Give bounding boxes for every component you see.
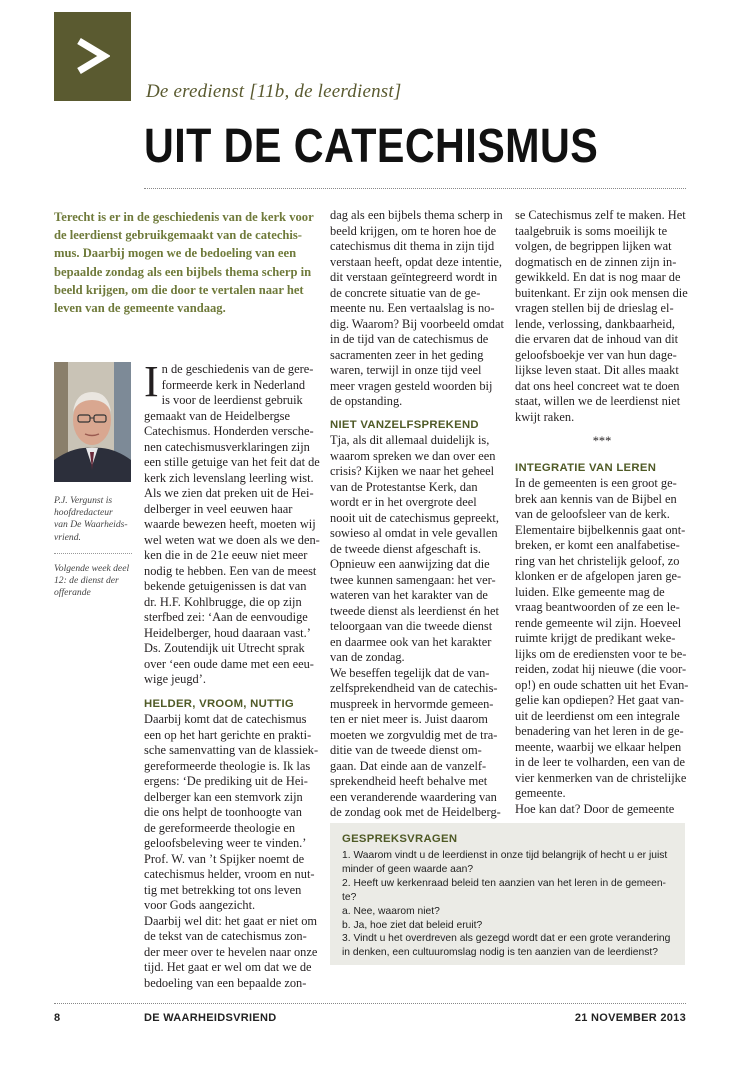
- text-line: breken, er komt een analfabetise-: [515, 538, 680, 552]
- text-line: Tja, als dit allemaal duidelijk is,: [330, 433, 490, 447]
- text-line: Terecht is er in de geschiedenis van de kerk voor: [54, 210, 314, 224]
- text-line: tweede dienst als leerdienst én het: [330, 603, 499, 618]
- text-line: lijks om de erediensten voor te be-: [515, 646, 687, 661]
- text-line: Catechismus. Honderden versche-: [144, 424, 314, 438]
- title-divider: [144, 188, 686, 189]
- text-line: in denken, een cultuuromslag nodig is ten aanzien van de leerdienst?: [342, 947, 658, 959]
- col2-paragraph-1: [330, 208, 504, 410]
- text-line: moeten we zorgvuldig met de tra-: [330, 727, 498, 742]
- text-line: van De Waarheids-: [54, 519, 128, 531]
- text-line: catechismus dit thema in zijn tijd: [330, 239, 495, 253]
- text-line: Daarbij komt dat de catechismus: [144, 712, 307, 726]
- text-line: op!) en oude schatten uit het Evan-: [515, 677, 689, 692]
- text-line: Hoe kan dat? Door de gemeente: [515, 801, 675, 816]
- text-line: luiden. Elke gemeente mag de: [515, 584, 665, 599]
- text-line: van de Protestantse Kerk, dan: [330, 479, 478, 494]
- text-line: gaan. Dat einde aan de vanzelf-: [330, 758, 487, 773]
- text-line: Volgende week deel: [54, 563, 130, 574]
- text-line: vriend.: [54, 531, 81, 543]
- text-line: offerande: [54, 587, 91, 599]
- text-line: wige jeugd’.: [144, 672, 206, 686]
- text-line: Ds. Zoutendijk uit Utrecht sprak: [144, 641, 305, 655]
- text-line: lijkse leven staat. Dit alles maakt: [515, 363, 679, 377]
- text-line: vraag beantwoorden of ze een le-: [515, 600, 680, 614]
- text-line: dogmatisch en de zinnen zijn in-: [515, 254, 677, 269]
- intro-text: [144, 357, 316, 409]
- text-line: lende, verlossing, dankbaarheid,: [515, 316, 675, 331]
- text-line: hoofdredacteur: [54, 507, 113, 519]
- section-badge: [54, 12, 131, 101]
- text-line: bedoeling van een bepaalde zon-: [144, 975, 307, 990]
- text-line: zelfsprekendheid van de catechis-: [330, 681, 498, 695]
- text-line: P.J. Vergunst is: [54, 495, 113, 506]
- text-line: de opstanding.: [330, 394, 403, 408]
- text-line: crisis? Kijken we naar het geheel: [330, 464, 495, 478]
- heading-integratie-van-leren: INTEGRATIE VAN LEREN: [515, 461, 657, 474]
- text-line: vragen stellen bij de drieslag el-: [515, 301, 674, 315]
- text-line: dag als een bijbels thema scherp in: [330, 208, 503, 222]
- text-line: de concrete situatie van de ge-: [330, 285, 481, 300]
- article-title: UIT DE CATECHISMUS: [144, 120, 599, 173]
- col3-paragraph-2: [515, 476, 689, 817]
- text-line: 2. Heeft uw kerkenraad beleid ten aanzien van het leren in de gemeen-: [342, 877, 666, 889]
- text-line: gewikkeld. En dat is nog maar de: [515, 270, 681, 284]
- text-line: reiden, zodat hij nieuwe (die voor-: [515, 662, 687, 676]
- text-line: taalgebruik is soms moeilijk te: [515, 223, 668, 238]
- text-line: uit de leerdienst om een integrale: [515, 708, 680, 723]
- discussion-questions-box: [330, 823, 685, 965]
- text-line: b. Ja, hoe ziet dat beleid eruit?: [342, 919, 483, 931]
- text-line: geloofsboekje ver van hun dage-: [515, 347, 677, 362]
- column-1: [144, 357, 320, 991]
- text-line: buitenkant. Er zijn ook mensen die: [515, 285, 688, 300]
- text-line: catechismus helder, vroom en nut-: [144, 867, 315, 881]
- text-line: sowieso al omdat in vele gevallen: [330, 526, 498, 540]
- next-week-caption: [54, 563, 134, 600]
- text-line: Heidelberger, houd daaraan vast.’: [144, 625, 311, 640]
- text-line: delberger in veel eeuwen haar: [144, 501, 293, 516]
- text-line: sterfbed zei: ‘Aan de eenvoudige: [144, 610, 308, 624]
- text-line: ken die in de 21e eeuw niet meer: [144, 548, 308, 562]
- text-line: een stille getuige van het feit dat de: [144, 455, 320, 469]
- text-line: 1. Waarom vindt u de leerdienst in onze tijd belangrijk of hecht u er juist: [342, 850, 668, 861]
- col1-paragraph-1: [144, 408, 320, 688]
- text-line: sche samenvatting van de klassiek-: [144, 743, 319, 757]
- text-line: voor Gods aangezicht.: [144, 898, 256, 912]
- text-line: wateren van het karakter van de: [330, 588, 488, 602]
- text-line: meente nu. Een vertaalslag is no-: [330, 301, 495, 315]
- text-line: dr. H.F. Kohlbrugge, die op zijn: [144, 594, 302, 609]
- text-line: dat ons heel concreet wat te doen: [515, 378, 680, 393]
- text-line: dig. Waarom? Bij voorbeeld omdat: [330, 316, 504, 331]
- text-line: sacramenten zeer in het geding: [330, 347, 484, 362]
- text-line: gereformeerde theologie is. Ik las: [144, 758, 311, 773]
- text-line: leven van de gemeente vandaag.: [54, 301, 226, 316]
- text-line: benadering van het leren in de ge-: [515, 724, 684, 738]
- text-line: We beseffen tegelijk dat de van-: [330, 665, 490, 680]
- text-line: geloofsbeleving weer te vinden.’: [144, 836, 307, 850]
- text-line: een op het hart gerichte en prakti-: [144, 727, 312, 742]
- text-line: de leerdienst gebruikgemaakt van de catechis-: [54, 228, 303, 243]
- text-line: wel weten wat we doen als we den-: [144, 532, 320, 547]
- text-line: sprekendheid heeft behalve met: [330, 774, 488, 788]
- text-line: dit verstaan geïntegreerd wordt in: [330, 270, 498, 284]
- text-line: a. Nee, waarom niet?: [342, 905, 440, 917]
- text-line: te?: [342, 891, 357, 903]
- text-line: de tekst van de catechismus zon-: [144, 929, 307, 943]
- text-line: in de tijd van de catechismus de: [330, 332, 489, 346]
- text-line: ring van het christelijk geloof, zo: [515, 553, 680, 568]
- text-line: gemaakt van de Heidelbergse: [144, 408, 290, 423]
- lead-paragraph: [54, 208, 316, 317]
- author-caption: [54, 495, 134, 544]
- text-line: meente, waarbij we elkaar helpen: [515, 739, 682, 754]
- text-line: Elementaire bijbelkennis gaat ont-: [515, 522, 686, 537]
- chevron-right-icon: [74, 37, 110, 75]
- text-line: van de geloofsleer van de kerk.: [515, 507, 670, 521]
- text-line: ergens: ‘De prediking uit de Hei-: [144, 774, 308, 788]
- text-line: minder of geen waarde aan?: [342, 863, 474, 875]
- text-line: over ‘een oude dame met een eeu-: [144, 656, 314, 671]
- caption-divider: [54, 553, 132, 554]
- text-line: 3. Vindt u het overdreven als gezegd wordt dat er een grote verandering: [342, 933, 671, 945]
- text-line: beeld krijgen, om te horen hoe de: [330, 223, 497, 238]
- column-2: [330, 208, 504, 821]
- text-line: waren, terwijl in onze tijd veel: [330, 363, 482, 377]
- publication-name: DE WAARHEIDSVRIEND: [144, 1012, 277, 1024]
- text-line: 12: de dienst der: [54, 575, 119, 587]
- text-line: de gereformeerde theologie en: [144, 820, 296, 835]
- text-line: Als we zien dat preken uit de Hei-: [144, 486, 314, 500]
- section-stars: ***: [592, 434, 612, 448]
- text-line: mus. Daarbij mogen we de bedoeling van een: [54, 246, 297, 261]
- author-portrait: [54, 362, 131, 482]
- text-line: een veranderende waardering van: [330, 789, 497, 804]
- text-line: die ervaren dat de inhoud van dit: [515, 332, 679, 346]
- box-heading: GESPREKSVRAGEN: [342, 833, 458, 845]
- text-line: ruimte krijgt de predikant weke-: [515, 631, 676, 645]
- text-line: die ons helpt de toonhoogte van: [144, 805, 302, 819]
- col1-paragraph-2: [144, 712, 319, 991]
- column-3: [515, 208, 689, 817]
- text-line: is voor de leerdienst gebruik: [161, 393, 303, 407]
- text-line: in de leer te volharden, een van de: [515, 755, 685, 769]
- text-line: nooit uit de catechismus gepreekt,: [330, 510, 499, 525]
- text-line: wordt er in het overgrote deel: [330, 495, 477, 509]
- heading-helder-vroom-nuttig: HELDER, VROOM, NUTTIG: [144, 697, 295, 710]
- text-line: formeerde kerk in Nederland: [161, 377, 306, 392]
- text-line: der meer over te hevelen naar onze: [144, 944, 318, 959]
- text-line: Opnieuw een aanwijzing dat die: [330, 557, 490, 571]
- section-kicker: De eredienst [11b, de leerdienst]: [146, 81, 402, 102]
- text-line: staat, willen we de leerdienst niet: [515, 394, 681, 408]
- text-line: kwijt raken.: [515, 409, 575, 424]
- text-line: teloorgaan van die tweede dienst: [330, 619, 493, 633]
- text-line: verstaan heeft, opdat deze intentie,: [330, 254, 503, 269]
- text-line: se Catechismus zelf te maken. Het: [515, 208, 686, 222]
- text-line: Prof. W. van ’t Spijker noemt de: [144, 851, 305, 866]
- text-line: nodig te hebben. Een van de meest: [144, 563, 317, 578]
- text-line: gemeente.: [515, 786, 566, 800]
- text-line: de tweede dienst afgeschaft is.: [330, 541, 482, 556]
- text-line: en daarmee ook van het karakter: [330, 634, 492, 649]
- text-line: gelie kan opdiepen? Het gaat van-: [515, 693, 684, 707]
- footer-divider: [54, 1003, 686, 1004]
- text-line: bepaalde zondag als een bijbels thema scherp in: [54, 264, 312, 279]
- col3-paragraph-1: [515, 208, 689, 425]
- text-line: vier kenmerken van de christelijke: [515, 770, 687, 785]
- text-line: ditie van de tweede dienst om-: [330, 743, 482, 757]
- text-line: waarde bewezen heeft, moeten wij: [144, 517, 316, 531]
- col2-paragraph-2: [330, 433, 504, 821]
- text-line: nen catechismusverklaringen zijn: [144, 439, 310, 454]
- drop-cap: I: [144, 357, 159, 406]
- text-line: beeld krijgen, om die door te vertalen naar het: [54, 282, 304, 297]
- text-line: waarom spreken we dan over een: [330, 448, 496, 463]
- text-line: de zondag ook met de Heidelberg-: [330, 805, 501, 819]
- text-line: volgen, de begrippen lijken wat: [515, 239, 672, 253]
- page-number: 8: [54, 1012, 61, 1024]
- text-line: bekende getuigenissen is dat van: [144, 579, 307, 593]
- text-line: ten er niet meer is. Juist daarom: [330, 712, 488, 726]
- text-line: n de geschiedenis van de gere-: [161, 362, 314, 376]
- text-line: In de gemeenten is een groot ge-: [515, 476, 677, 490]
- issue-date: 21 NOVEMBER 2013: [574, 1012, 686, 1024]
- text-line: klonken er de afgelopen jaren ge-: [515, 569, 682, 583]
- text-line: Daarbij wel dit: het gaat er niet om: [144, 913, 318, 928]
- text-line: delberger kan een stemvork zijn: [144, 789, 303, 804]
- box-questions: [342, 849, 670, 960]
- text-line: tijd. Het gaat er wel om dat we de: [144, 960, 312, 974]
- text-line: twee kunnen samengaan: het ver-: [330, 572, 496, 587]
- text-line: kerk zich levenslang leerling wist.: [144, 470, 314, 485]
- text-line: rende gemeente wil zijn. Hoeveel: [515, 615, 682, 630]
- heading-niet-vanzelfsprekend: NIET VANZELFSPREKEND: [330, 418, 479, 431]
- text-line: muspreek in hervormde gemeen-: [330, 696, 494, 711]
- text-line: tig met betrekking tot ons leven: [144, 882, 302, 897]
- text-line: meer vragen gesteld woorden bij: [330, 378, 493, 393]
- text-line: brek aan kennis van de Bijbel en: [515, 491, 677, 506]
- text-line: van de zondag.: [330, 650, 405, 664]
